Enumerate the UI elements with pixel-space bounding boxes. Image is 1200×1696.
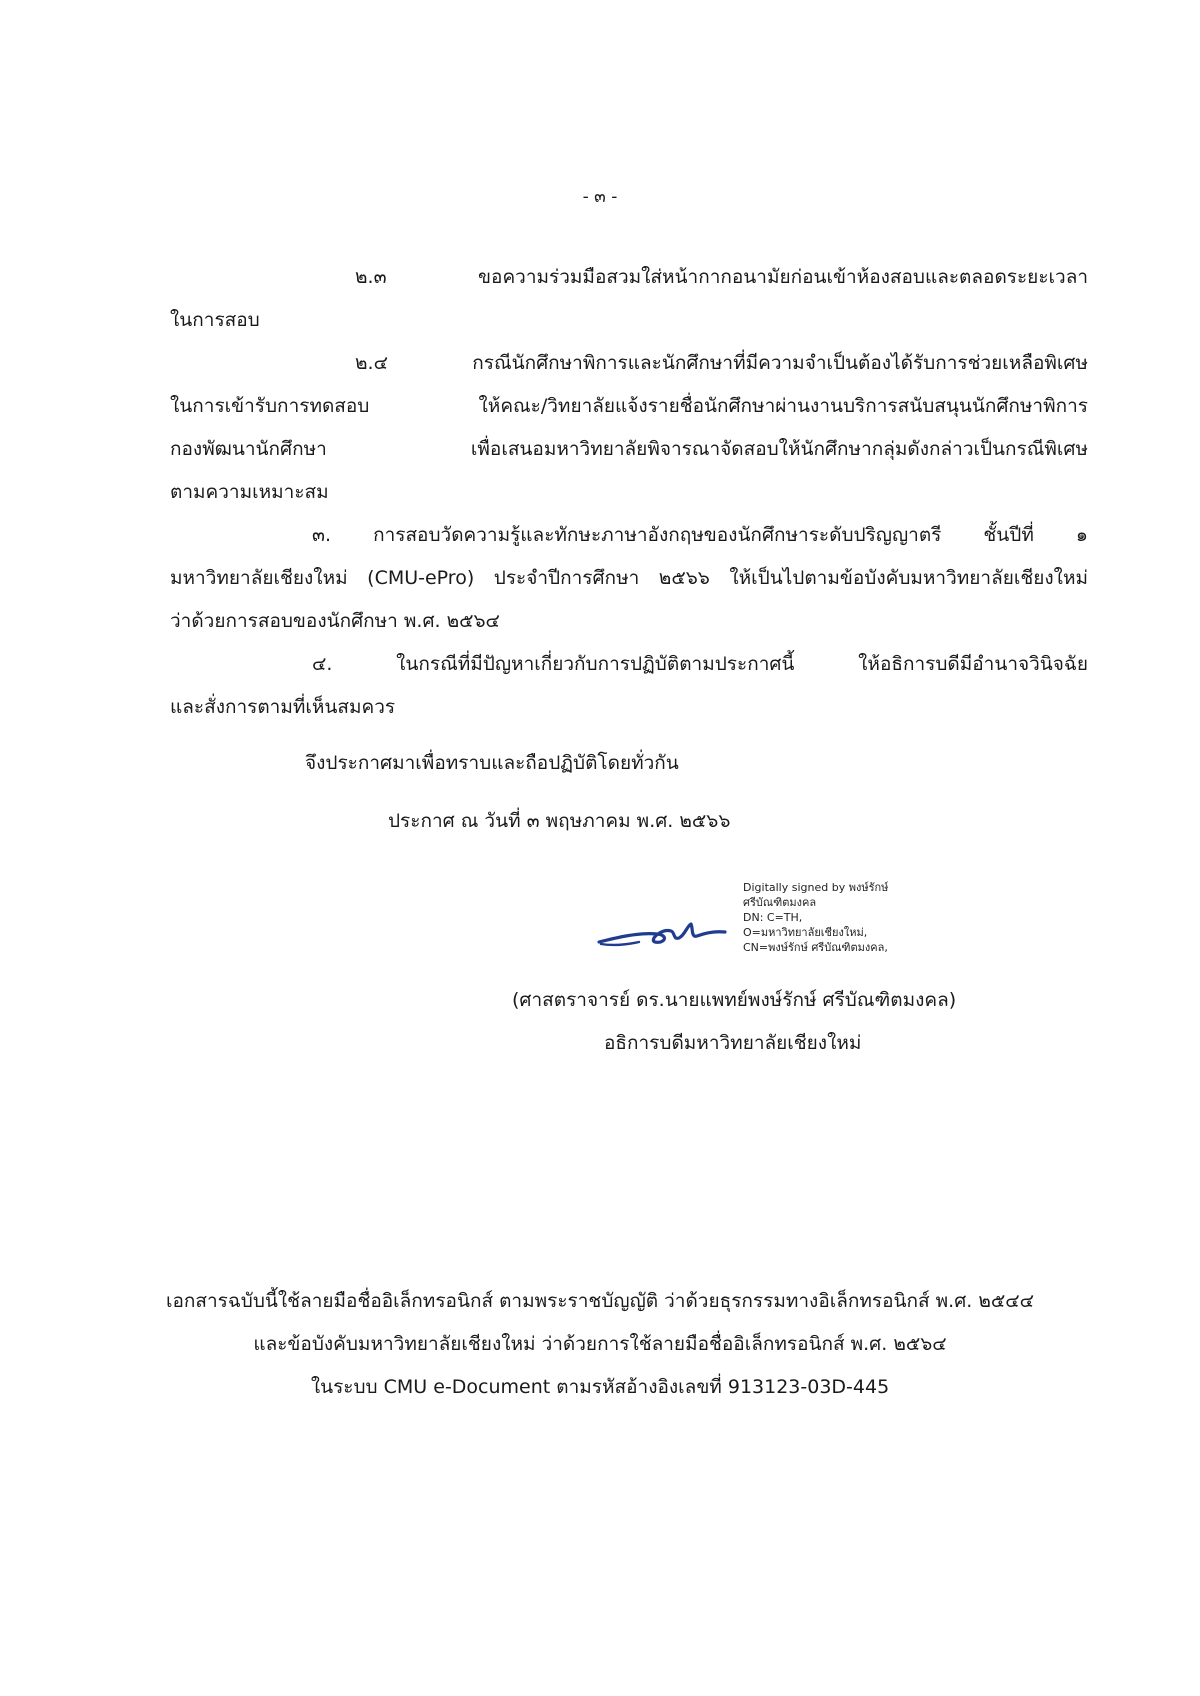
signer-name: (ศาสตราจารย์ ดร.นายแพทย์พงษ์รักษ์ ศรีบัณฑิตมงคล) [512,989,957,1011]
paragraph-3-line-3: ว่าด้วยการสอบของนักศึกษา พ.ศ. ๒๕๖๔ [170,610,500,632]
paragraph-4-line-2: และสั่งการตามที่เห็นสมควร [170,696,396,718]
paragraph-4-line-1: ๔. ในกรณีที่มีปัญหาเกี่ยวกับการปฏิบัติตามประกาศนี้ ให้อธิการบดีมีอำนาจวินิจฉัย [312,653,1088,675]
digital-signature-line-3: DN: C=TH, [743,911,803,924]
digital-signature-line-2: ศรีบัณฑิตมงคล [743,896,817,909]
paragraph-3-line-1: ๓. การสอบวัดความรู้และทักษะภาษาอังกฤษของนักศึกษาระดับปริญญาตรี ชั้นปีที่ ๑ [312,524,1088,546]
footer-line-3: ในระบบ CMU e-Document ตามรหัสอ้างอิงเลขที่ 913123-03D-445 [310,1376,890,1398]
digital-signature-info [743,880,888,955]
paragraph-2-4-line-4: ตามความเหมาะสม [170,481,329,503]
digital-signature-line-5: CN=พงษ์รักษ์ ศรีบัณฑิตมงคล, [743,941,888,954]
paragraph-2-4-line-2: ในการเข้ารับการทดสอบ ให้คณะ/วิทยาลัยแจ้งรายชื่อนักศึกษาผ่านงานบริการสนับสนุนนักศึกษาพิการ [170,395,1088,417]
page-number: - ๓ - [582,187,618,207]
digital-signature-line-4: O=มหาวิทยาลัยเชียงใหม่, [743,926,868,939]
signature-block [595,880,940,970]
paragraph-2-3-line-1: ๒.๓ ขอความร่วมมือสวมใส่หน้ากากอนามัยก่อนเข้าห้องสอบและตลอดระยะเวลา [355,266,1088,288]
paragraph-2-4-line-1: ๒.๔ กรณีนักศึกษาพิการและนักศึกษาที่มีความจำเป็นต้องได้รับการช่วยเหลือพิเศษ [355,352,1088,374]
signer-title: อธิการบดีมหาวิทยาลัยเชียงใหม่ [604,1032,862,1054]
handwritten-signature [595,898,735,958]
paragraph-2-4-line-3: กองพัฒนานักศึกษา เพื่อเสนอมหาวิทยาลัยพิจารณาจัดสอบให้นักศึกษากลุ่มดังกล่าวเป็นกรณีพิเศษ [170,438,1088,460]
announcement-date: ประกาศ ณ วันที่ ๓ พฤษภาคม พ.ศ. ๒๕๖๖ [388,810,731,832]
paragraph-3-line-2: มหาวิทยาลัยเชียงใหม่ (CMU-ePro) ประจำปีการศึกษา ๒๕๖๖ ให้เป็นไปตามข้อบังคับมหาวิทยาลัยเชียงใหม่ [170,567,1088,589]
closing-statement: จึงประกาศมาเพื่อทราบและถือปฏิบัติโดยทั่วกัน [305,752,679,774]
digital-signature-line-1: Digitally signed by พงษ์รักษ์ [743,881,889,894]
footer-line-1: เอกสารฉบับนี้ใช้ลายมือชื่ออิเล็กทรอนิกส์ ตามพระราชบัญญัติ ว่าด้วยธุรกรรมทางอิเล็กทรอนิกส์ พ.ศ. ๒๕๔๔ [165,1290,1035,1312]
footer-line-2: และข้อบังคับมหาวิทยาลัยเชียงใหม่ ว่าด้วยการใช้ลายมือชื่ออิเล็กทรอนิกส์ พ.ศ. ๒๕๖๔ [253,1333,947,1355]
paragraph-2-3-line-2: ในการสอบ [170,309,260,331]
